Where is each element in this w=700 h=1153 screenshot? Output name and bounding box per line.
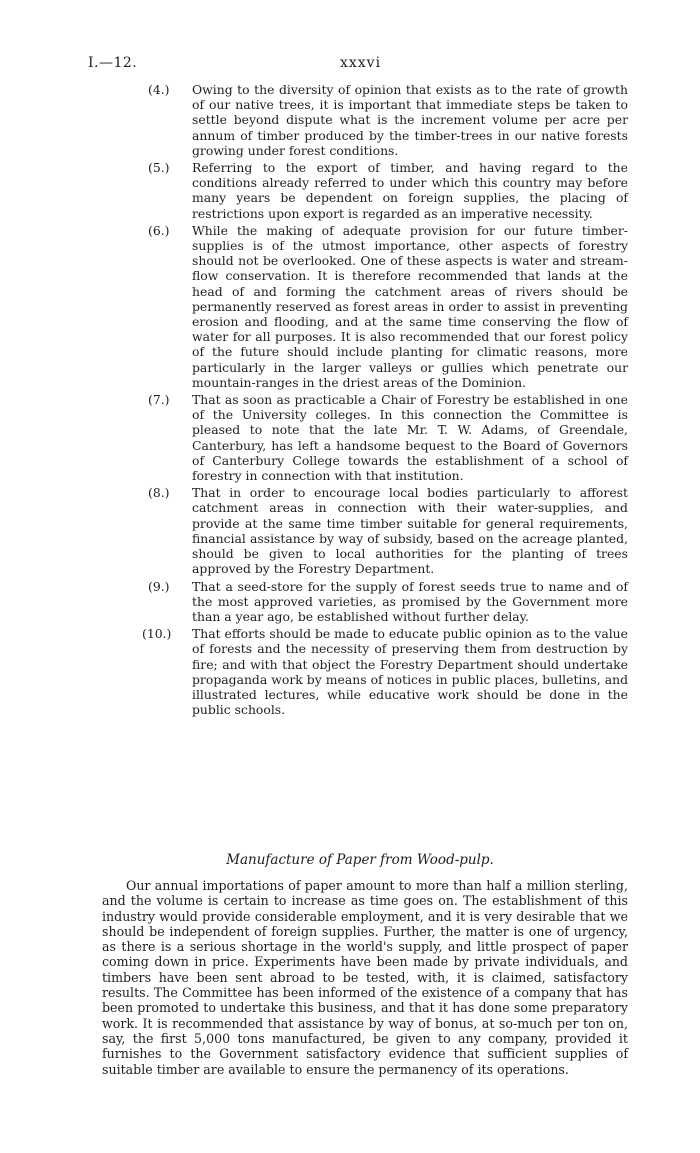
recommendation-item-6	[0, 223, 700, 390]
item-text: That as soon as practicable a Chair of Forestry be established in one of the University colleges. In this connection the Committee is pleased to note that the late Mr. T. W. Adams, of Greendale, Canterbury, has left a handsome bequest to the Board of Governors of Canterbury College towards the establishment of a school of forestry in connection with that institution.	[192, 392, 628, 484]
item-text: That a seed-store for the supply of forest seeds true to name and of the most approved varieties, as promised by the Government more than a year ago, be established without further delay.	[192, 578, 628, 624]
page-number: xxxvi	[340, 55, 382, 71]
recommendation-item-8	[0, 485, 700, 576]
recommendation-item-9	[0, 579, 700, 625]
recommendation-item-5	[0, 160, 700, 221]
item-number: (6.)	[148, 222, 170, 238]
item-number: (4.)	[148, 82, 170, 97]
item-number: (9.)	[148, 578, 170, 594]
recommendation-item-7	[0, 392, 700, 483]
section-paragraph: Our annual importations of paper amount to more than half a million sterling, and the volume is certain to increase as time goes on. The establishment of this industry would provide considerable employment, and it is very desirable that we should be independent of foreign supplies. Further, the matter is one of urgency, as there is a serious shortage in the world's supply, and little prospect of paper coming down in price. Experiments have been made by private individuals, and timbers have been sent abroad to be tested, with, it is claimed, satisfactory results. The Committee has been informed of the existence of a company that has been promoted to undertake this business, and that it has done some preparatory work. It is recommended that assistance by way of bonus, at so-much per ton on, say, the first 5,000 tons manufactured, be given to any company, provided it furnishes to the Government satisfactory evidence that sufficient supplies of suitable timber are available to ensure the permanency of its operations.	[102, 878, 628, 1077]
item-text: That in order to encourage local bodies particularly to afforest catchment areas in connection with their water-supplies, and provide at the same time timber suitable for general requirements, financial assistance by way of subsidy, based on the acreage planted, should be given to local authorities for the planting of trees approved by the Forestry Department.	[192, 485, 628, 577]
item-text: Owing to the diversity of opinion that exists as to the rate of growth of our native trees, it is important that immediate steps be taken to settle beyond dispute what is the increment volume per acre per annum of timber produced by the timber-trees in our native forests growing under forest conditions.	[192, 82, 628, 158]
item-number: (5.)	[148, 160, 170, 176]
item-number: (10.)	[142, 626, 172, 642]
section-heading: Manufacture of Paper from Wood-pulp.	[226, 852, 494, 868]
item-number: (7.)	[148, 392, 170, 408]
page-header	[88, 55, 628, 75]
recommendations-list	[0, 82, 700, 719]
item-number: (8.)	[148, 485, 170, 501]
item-text: That efforts should be made to educate public opinion as to the value of forests and the necessity of preserving them from destruction by fire; and with that object the Forestry Department should undertake propaganda work by means of notices in public places, bulletins, and illustrated lectures, while educative work should be done in the public schools.	[192, 626, 628, 718]
item-text: While the making of adequate provision for our future timber-supplies is of the utmost importance, other aspects of forestry should not be overlooked. One of these aspects is water and stream-flow conservation. It is therefore recommended that lands at the head of and forming the catchment areas of rivers should be permanently reserved as forest areas in order to assist in preventing erosion and flooding, and at the same time conserving the flow of water for all purposes. It is also recommended that our forest policy of the future should include planting for climatic reasons, more particularly in the larger valleys or gullies which penetrate our mountain-ranges in the driest areas of the Dominion.	[192, 222, 628, 390]
paper-reference: I.—12.	[88, 55, 138, 71]
item-text: Referring to the export of timber, and having regard to the conditions already referred to under which this country may before many years be dependent on foreign supplies, the placing of restrictions upon export is regarded as an imperative necessity.	[192, 160, 628, 221]
recommendation-item-4	[0, 82, 700, 158]
recommendation-item-10	[0, 626, 700, 717]
